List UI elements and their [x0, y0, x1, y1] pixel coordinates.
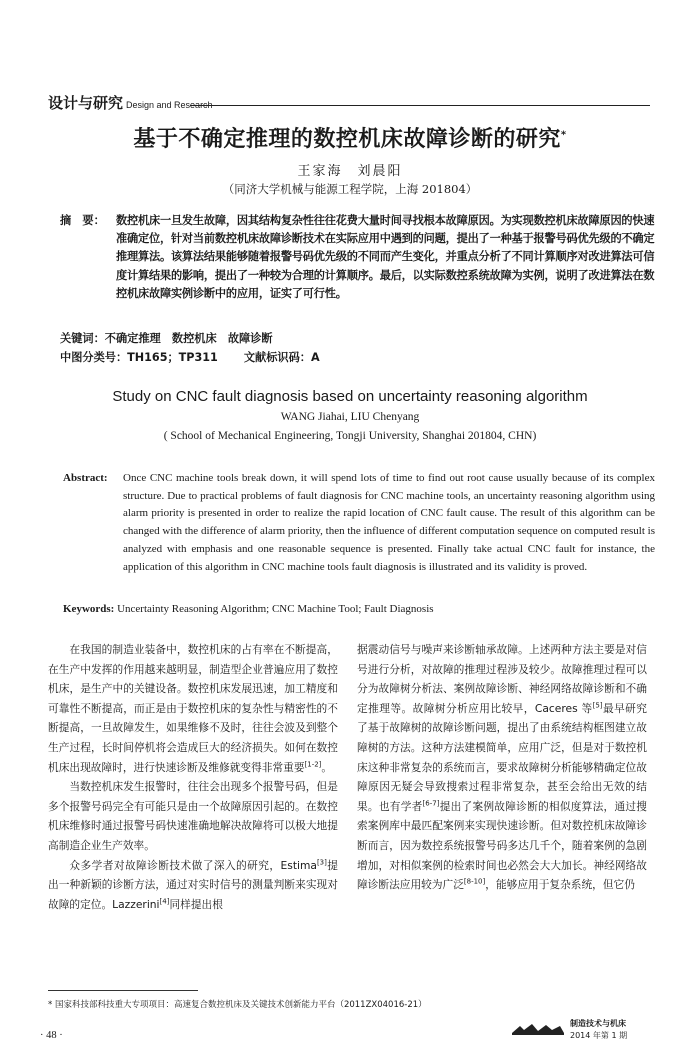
section-label-cn: 设计与研究 — [48, 94, 124, 112]
body-column-right — [357, 640, 647, 895]
page-number: · 48 · — [40, 1030, 63, 1041]
abstract-en-label: Abstract: — [63, 472, 108, 484]
section-header — [48, 92, 213, 113]
clc-number: 中图分类号：TH165；TP311 — [60, 351, 218, 364]
body-paragraph: 在我国的制造业装备中，数控机床的占有率在不断提高，在生产中发挥的作用越来越明显，制造型企业普遍应用了数控机床，是生产中的关键设备。数控机床发展迅速，加工精度和可靠性不断提高，而正是由于数控机床的复杂性与精密性的不断提高，一旦故障发生，如果维修不及时，往往会波及到整个生产过程，长时间停机将会造成巨大的经济损失。如何在数控机床出现故障时，进行快速诊断及维修就变得非常重要[1-2]。 — [48, 643, 338, 774]
footnote: * 国家科技部科技重大专项项目：高速复合数控机床及关键技术创新能力平台（2011ZX04016-21） — [48, 1000, 427, 1010]
document-code: 文献标识码：A — [243, 351, 320, 364]
journal-issue: 2014 年第 1 期 — [570, 1031, 628, 1040]
authors-en: WANG Jiahai, LIU Chenyang — [280, 411, 420, 423]
journal-logo-icon — [510, 1022, 566, 1036]
title-footnote-mark: * — [560, 129, 567, 141]
abstract-en — [63, 470, 655, 576]
paper-title-en: Study on CNC fault diagnosis based on uncertainty reasoning algorithm — [112, 388, 588, 405]
footnote-rule — [48, 990, 198, 991]
affiliation-en: ( School of Mechanical Engineering, Tongji University, Shanghai 201804, CHN) — [163, 430, 537, 442]
section-rule — [190, 105, 650, 106]
keywords-cn: 关键词：不确定推理 数控机床 故障诊断 — [60, 332, 273, 345]
journal-name: 制造技术与机床 — [570, 1019, 626, 1028]
abstract-en-text: Once CNC machine tools break down, it will spend lots of time to find out root cause usually because of its complex structure. Due to practical problems of fault diagnosis for CNC machine tools, an uncertainty reasoning algorithm using alarm priority is presented in order to realize the rapid location of CNC fault cause. The result of this algorithm can be changed with the difference of alarm priority, then the influence of different computation sequence on computed result is analyzed with emphasis and one reasonable sequence is presented. Finally take actual CNC fault for instance, the application of this algorithm in CNC machine tools fault diagnosis is illustrated and its validity is proved. — [123, 472, 655, 573]
abstract-cn-label: 摘 要： — [60, 214, 105, 227]
keywords-en — [63, 603, 434, 615]
classification-line — [60, 349, 320, 365]
body-paragraph: 当数控机床发生报警时，往往会出现多个报警号码，但是多个报警号码完全有可能只是由一个故障原因引起的。在数控机床维修时通过报警号码快速准确地解决故障将可以极大地提高制造企业生产效率。 — [48, 780, 338, 852]
paper-title-cn — [0, 122, 700, 153]
body-column-left — [48, 640, 338, 914]
affiliation-cn: （同济大学机械与能源工程学院，上海 201804） — [222, 182, 478, 196]
authors-cn: 王家海 刘晨阳 — [297, 164, 403, 179]
keywords-en-label: Keywords: — [63, 603, 115, 615]
body-paragraph: 据震动信号与噪声来诊断轴承故障。上述两种方法主要是对信号进行分析，对故障的推理过程涉及较少。故障推理过程可以分为故障树分析法、案例故障诊断、神经网络故障诊断和不确定推理等。故障树分析应用比较早，Caceres 等[5]最早研究了基于故障树的故障诊断问题，提出了由系统结构框图建立故障树的方法。这种方法建模简单，应用广泛，但是对于数控机床这种非常复杂的系统而言，要求故障树分析能够精确定位故障原因无疑会导致搜索过程非常复杂，甚至会给出无效的结果。也有学者[6-7]提出了案例故障诊断的相似度算法，通过搜索案例库中最匹配案例来实现快速诊断。但对数控机床故障诊断而言，因为数控系统报警号码多达几千个，随着案例的急剧增加，对相似案例的检索时间也必然会大大加长。神经网络故障诊断法应用较为广泛[8-10]，能够应用于复杂系统，但它仍 — [357, 643, 647, 892]
citation: [1-2] — [304, 760, 322, 768]
section-label-en: Design and Research — [126, 100, 213, 110]
citation: [5] — [592, 701, 603, 710]
abstract-cn — [60, 212, 660, 303]
citation: [8-10] — [463, 877, 486, 886]
paper-title-cn-text: 基于不确定推理的数控机床故障诊断的研究 — [133, 127, 561, 152]
citation: [3] — [316, 857, 327, 866]
keywords-en-text: Uncertainty Reasoning Algorithm; CNC Machine Tool; Fault Diagnosis — [117, 603, 434, 615]
abstract-cn-text: 数控机床一旦发生故障，因其结构复杂性往往花费大量时间寻找根本故障原因。为实现数控机床故障原因的快速准确定位，针对当前数控机床故障诊断技术在实际应用中遇到的问题，提出了一种基于报警号码优先级的不确定推理算法。该算法结果能够随着报警号码优先级的不同而产生变化，并重点分析了不同计算顺序对改进算法可信度计算结果的影响，提出了一种较为合理的计算顺序。最后，以实际数控系统故障为实例，说明了改进算法在数控机床故障实例诊断中的应用，证实了可行性。 — [116, 214, 655, 300]
citation: [4] — [159, 897, 170, 906]
citation: [6-7] — [422, 799, 440, 808]
body-paragraph: 众多学者对故障诊断技术做了深入的研究，Estima[3]提出一种新颖的诊断方法，通过对实时信号的测量判断来实现对故障的定位。Lazzerini[4]同样提出根 — [48, 857, 338, 911]
